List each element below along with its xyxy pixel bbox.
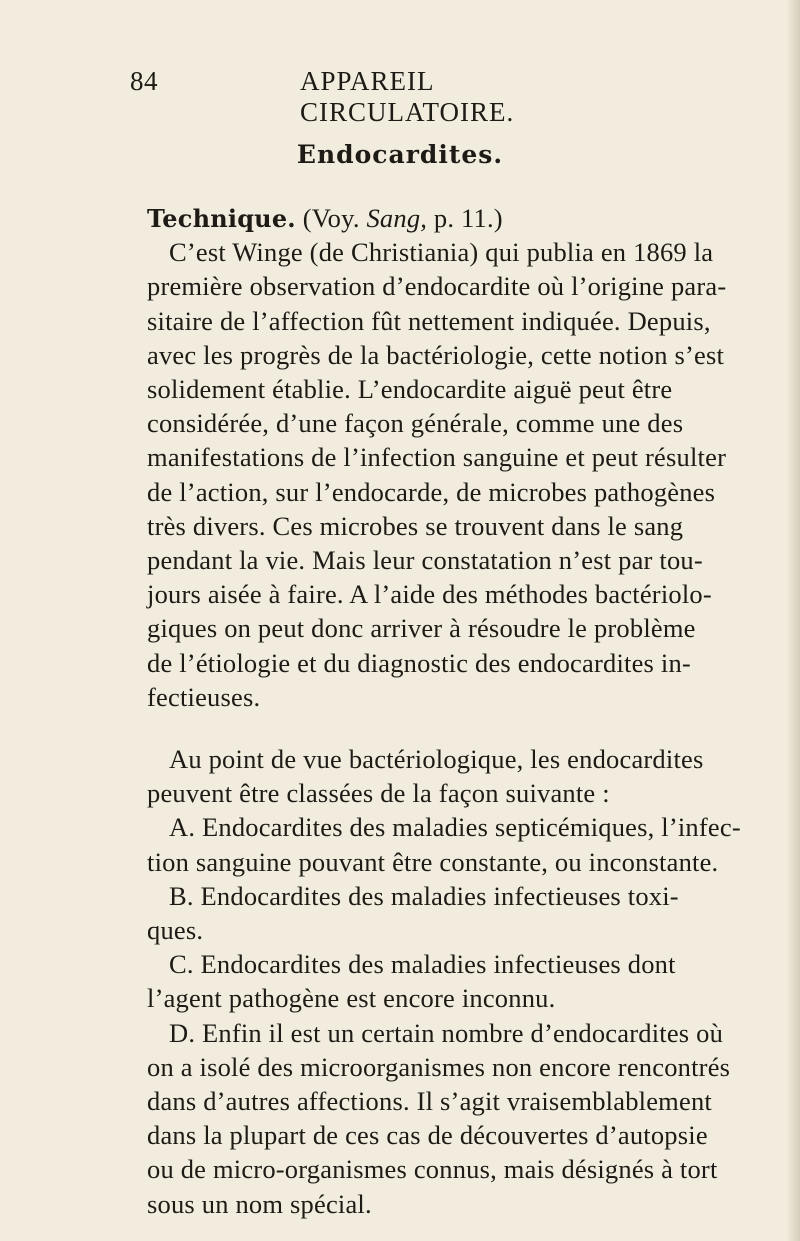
- text-line: pendant la vie. Mais leur constatation n’est par tou-: [147, 545, 703, 575]
- text-line: l’agent pathogène est encore inconnu.: [147, 983, 556, 1013]
- list-item-a: A. Endocardites des maladies septicémiques, l’infec-: [169, 812, 741, 842]
- list-item-d: D. Enfin il est un certain nombre d’endocardites où: [169, 1018, 724, 1048]
- text-line: très divers. Ces microbes se trouvent dans le sang: [147, 511, 684, 541]
- text-line: de l’action, sur l’endocarde, de microbes pathogènes: [147, 477, 716, 507]
- running-head: APPAREIL CIRCULATOIRE.: [300, 66, 515, 127]
- text-line: tion sanguine pouvant être constante, ou inconstante.: [147, 847, 719, 877]
- text-line: ou de micro-organismes connus, mais désignés à tort: [147, 1154, 718, 1184]
- page-number: 84: [130, 66, 158, 96]
- text-line: giques on peut donc arriver à résoudre le problème: [147, 613, 696, 643]
- text-line: fectieuses.: [147, 682, 261, 712]
- list-item-b: B. Endocardites des maladies infectieuses toxi-: [169, 881, 679, 911]
- list-item-c: C. Endocardites des maladies infectieuses dont: [169, 949, 676, 979]
- technique-ref-italic: Sang,: [366, 203, 428, 233]
- text-line: sous un nom spécial.: [147, 1189, 372, 1219]
- text-line: C’est Winge (de Christiania) qui publia en 1869 la: [169, 237, 714, 267]
- text-line: considérée, d’une façon générale, comme une des: [147, 408, 684, 438]
- text-line: peuvent être classées de la façon suivante :: [147, 778, 610, 808]
- text-line: solidement établie. L’endocardite aiguë peut être: [147, 374, 673, 404]
- technique-ref-close: p. 11.): [433, 203, 503, 233]
- text-line: Au point de vue bactériologique, les endocardites: [169, 744, 704, 774]
- text-line: on a isolé des microorganismes non encore rencontrés: [147, 1052, 731, 1082]
- page-edge-shadow: [786, 0, 800, 1241]
- technique-label: Technique.: [147, 204, 296, 233]
- technique-line: [147, 200, 503, 237]
- text-line: de l’étiologie et du diagnostic des endocardites in-: [147, 648, 691, 678]
- text-line: jours aisée à faire. A l’aide des méthodes bactériolo-: [147, 579, 712, 609]
- text-line: avec les progrès de la bactériologie, cette notion s’est: [147, 340, 725, 370]
- text-line: ques.: [147, 915, 204, 945]
- page-header: [130, 66, 650, 127]
- section-title: Endocardites.: [296, 140, 504, 169]
- text-line: manifestations de l’infection sanguine et peut résulter: [147, 442, 727, 472]
- text-line: dans la plupart de ces cas de découvertes d’autopsie: [147, 1120, 708, 1150]
- text-line: dans d’autres affections. Il s’agit vraisemblablement: [147, 1086, 712, 1116]
- technique-ref-open: (Voy.: [302, 203, 360, 233]
- text-line: sitaire de l’affection fût nettement indiquée. Depuis,: [147, 306, 711, 336]
- text-line: première observation d’endocardite où l’origine para-: [147, 271, 727, 301]
